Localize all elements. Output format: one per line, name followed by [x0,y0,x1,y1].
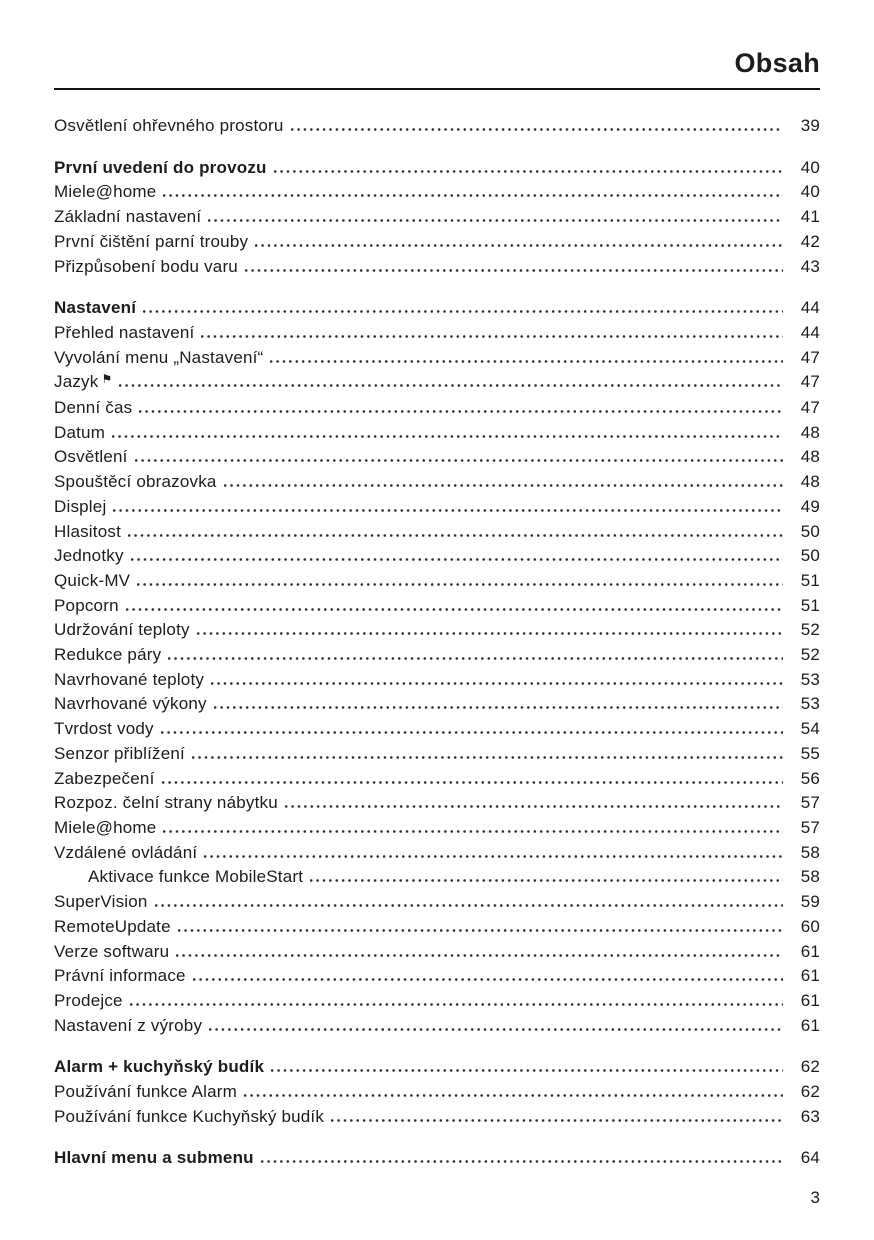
toc-section [54,1146,820,1171]
toc-row [54,841,820,866]
toc-row [54,544,820,569]
toc-entry-label: Osvětlení ohřevného prostoru [54,116,284,135]
toc-entry-page: 54 [800,719,820,739]
toc-row [54,643,820,668]
dotted-leader [117,373,783,387]
toc-row [54,742,820,767]
dotted-leader [199,324,783,338]
dotted-leader [202,844,783,858]
toc-row [54,180,820,205]
toc-entry-page: 58 [800,842,820,862]
toc-entry-page: 51 [800,570,820,590]
toc-row [54,717,820,742]
toc-section [54,296,820,1038]
toc-entry-label: Hlavní menu a submenu [54,1148,254,1168]
dotted-leader [212,695,783,709]
toc-entry-page: 40 [800,157,820,177]
toc-entry-label: Navrhované výkony [54,694,207,714]
dotted-leader [207,1017,783,1031]
dotted-leader [135,572,783,586]
dotted-leader [253,233,783,247]
toc-row [54,767,820,792]
toc-row [54,421,820,446]
toc-entry-label: Vyvolání menu „Nastavení“ [54,347,264,367]
dotted-leader [124,597,783,611]
toc-row [54,255,820,280]
toc-entry-page: 48 [800,447,820,467]
toc-entry-page: 43 [800,256,820,276]
toc-entry-page: 50 [800,546,820,566]
toc-entry-label: Vzdálené ovládání [54,842,198,862]
dotted-leader [272,159,783,173]
toc-row [54,156,820,181]
toc-row [54,1105,820,1130]
toc-row [54,791,820,816]
toc-row [54,470,820,495]
dotted-leader [191,967,783,981]
page-title: Obsah [734,48,820,78]
dotted-leader [141,299,783,313]
toc-entry-page: 47 [800,372,820,392]
toc-entry-label: Základní nastavení [54,207,202,227]
toc-entry-page: 44 [800,322,820,342]
toc-entry-label: Aktivace funkce MobileStart [88,867,304,887]
toc-entry-label: Alarm + kuchyňský budík [54,1057,265,1077]
toc-row [54,964,820,989]
toc-entry-page: 57 [800,793,820,813]
dotted-leader [283,794,783,808]
dotted-leader [160,770,784,784]
toc-entry-label: Quick-MV [54,570,131,590]
toc-entry-label: Používání funkce Alarm [54,1082,237,1102]
toc-entry-page: 49 [800,496,820,516]
dotted-leader [195,621,783,635]
toc-entry-label: RemoteUpdate [54,916,171,936]
dotted-leader [111,498,783,512]
dotted-leader [129,547,783,561]
dotted-leader [153,893,783,907]
toc-entry-page: 40 [800,182,820,202]
toc-entry-label: Hlasitost [54,521,121,541]
dotted-leader [176,918,783,932]
toc-entry-label: Redukce páry [54,645,162,665]
toc-row [54,230,820,255]
dotted-leader [269,1058,783,1072]
toc-entry-page: 64 [800,1148,820,1168]
toc-entry-page: 52 [800,620,820,640]
toc-entry-label: Navrhované teploty [54,669,205,689]
toc-entry-page: 53 [800,694,820,714]
dotted-leader [190,745,783,759]
toc-row [54,692,820,717]
toc-section [54,114,820,139]
dotted-leader [161,819,783,833]
toc-row [54,618,820,643]
toc-list [54,114,820,1171]
header-rule [54,88,820,90]
toc-row [54,445,820,470]
toc-entry-label: SuperVision [54,892,148,912]
toc-entry-page: 57 [800,817,820,837]
dotted-leader [243,258,783,272]
toc-row [54,205,820,230]
toc-row [54,396,820,421]
toc-entry-page: 42 [800,231,820,251]
toc-entry-page: 59 [800,892,820,912]
toc-entry-label: Verze softwaru [54,941,170,961]
dotted-leader [206,208,783,222]
toc-entry-page: 41 [800,207,820,227]
toc-entry-page: 48 [800,422,820,442]
toc-entry-label: Tvrdost vody [54,719,154,739]
toc-entry-label: Displej [54,496,107,516]
dotted-leader [126,523,783,537]
toc-row [54,594,820,619]
toc-entry-label: Přizpůsobení bodu varu [54,256,238,276]
toc-row [54,495,820,520]
toc-row [54,865,820,890]
toc-entry-page: 61 [800,990,820,1010]
toc-row [54,370,820,396]
toc-entry-page: 44 [800,298,820,318]
dotted-leader [222,473,783,487]
toc-row [54,569,820,594]
toc-entry-page: 62 [800,1082,820,1102]
toc-entry-page: 55 [800,743,820,763]
dotted-leader [289,117,783,131]
toc-row [54,1055,820,1080]
dotted-leader [242,1083,783,1097]
toc-row [54,1014,820,1039]
toc-entry-page: 61 [800,966,820,986]
toc-entry-page: 53 [800,669,820,689]
toc-row [54,1080,820,1105]
toc-entry-label: Právní informace [54,966,186,986]
toc-entry-page: 39 [800,116,820,135]
toc-entry-label: Zabezpečení [54,768,155,788]
toc-entry-label: Používání funkce Kuchyňský budík [54,1106,325,1126]
toc-entry-label: Datum [54,422,106,442]
toc-entry-label: Jednotky [54,546,124,566]
dotted-leader [308,868,783,882]
toc-entry-label: Popcorn [54,595,119,615]
toc-row [54,890,820,915]
toc-row [54,989,820,1014]
toc-row [54,114,820,139]
toc-entry-page: 51 [800,595,820,615]
toc-entry-page: 61 [800,1015,820,1035]
toc-entry-page: 58 [800,867,820,887]
dotted-leader [159,720,783,734]
toc-row [54,346,820,371]
dotted-leader [209,671,783,685]
dotted-leader [128,992,783,1006]
toc-row [54,915,820,940]
dotted-leader [161,183,783,197]
dotted-leader [259,1149,783,1163]
toc-row [54,1146,820,1171]
toc-entry-label: Osvětlení [54,447,128,467]
toc-row [54,520,820,545]
dotted-leader [133,448,783,462]
toc-entry-label: První čištění parní trouby [54,231,249,251]
flag-icon: ⚑ [101,372,113,387]
dotted-leader [110,424,783,438]
page-header [54,0,820,90]
toc-entry-label: Miele@home [54,182,157,202]
toc-entry-page: 47 [800,398,820,418]
toc-entry-label: Senzor přiblížení [54,743,185,763]
toc-entry-label: Denní čas [54,398,133,418]
toc-entry-page: 60 [800,916,820,936]
toc-row [54,321,820,346]
toc-entry-page: 47 [800,347,820,367]
toc-entry-page: 52 [800,645,820,665]
toc-entry-page: 56 [800,768,820,788]
dotted-leader [174,943,783,957]
toc-row [54,940,820,965]
toc-entry-label: Přehled nastavení [54,322,195,342]
page-number: 3 [810,1188,820,1207]
toc-entry-page: 63 [800,1106,820,1126]
dotted-leader [268,349,783,363]
toc-section [54,156,820,280]
toc-row [54,816,820,841]
toc-entry-label: Miele@home [54,817,157,837]
dotted-leader [137,399,783,413]
toc-entry-page: 62 [800,1057,820,1077]
toc-entry-label: Prodejce [54,990,123,1010]
dotted-leader [166,646,783,660]
toc-row [54,296,820,321]
toc-row [54,668,820,693]
toc-entry-page: 61 [800,941,820,961]
toc-entry-label: Udržování teploty [54,620,190,640]
toc-entry-label: Nastavení z výroby [54,1015,203,1035]
toc-entry-label: Spouštěcí obrazovka [54,472,217,492]
dotted-leader [329,1108,783,1122]
toc-entry-page: 48 [800,472,820,492]
toc-entry-label: Jazyk [54,372,99,392]
toc-entry-label: První uvedení do provozu [54,157,267,177]
toc-entry-label: Nastavení [54,298,137,318]
toc-entry-page: 50 [800,521,820,541]
toc-entry-label: Rozpoz. čelní strany nábytku [54,793,278,813]
toc-section [54,1055,820,1129]
